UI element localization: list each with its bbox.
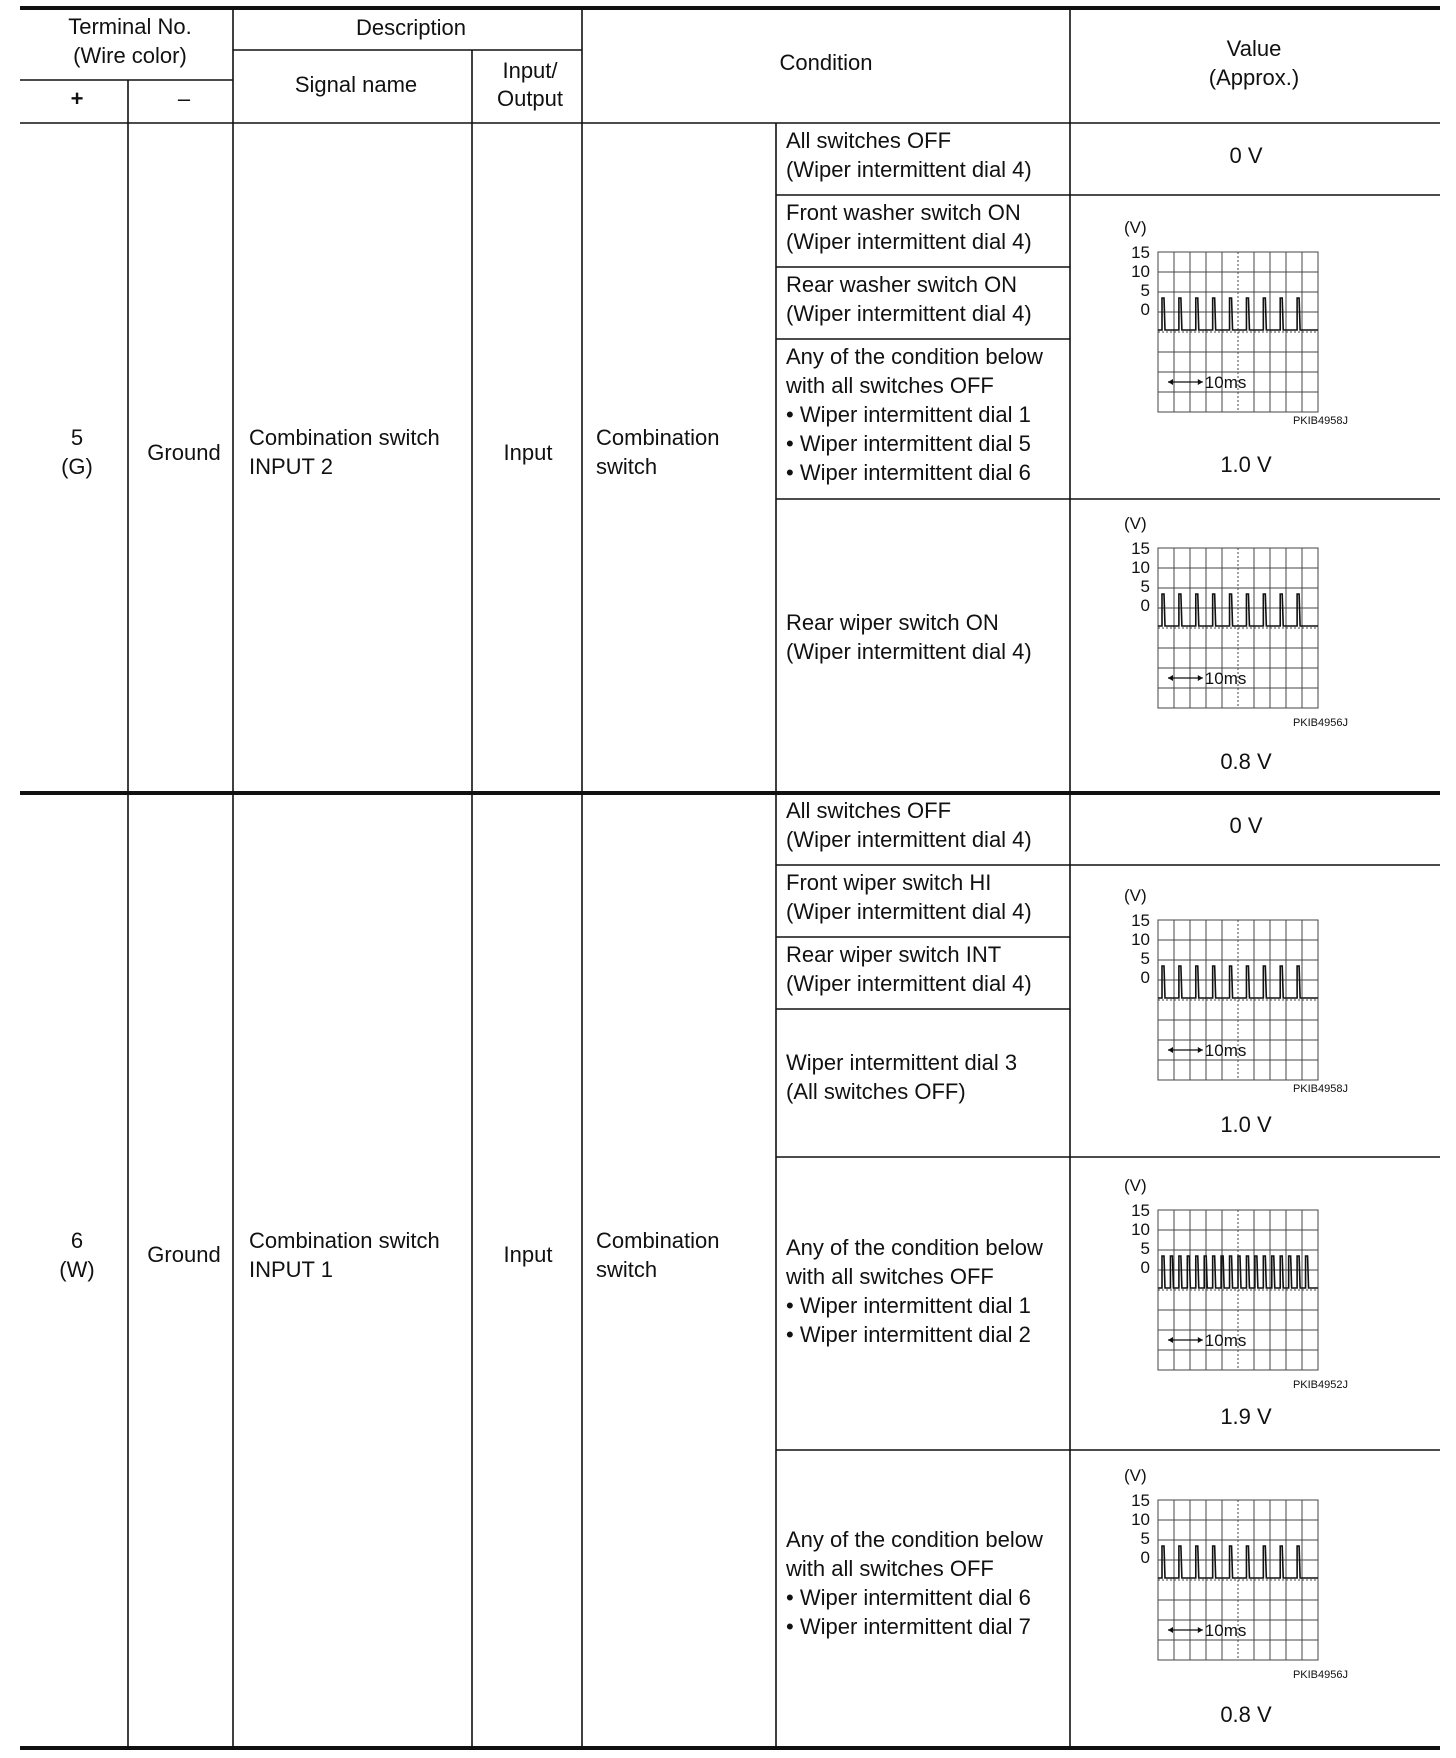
figure-code: PKIB4952J <box>1292 1379 1348 1391</box>
condition-group: Combination <box>596 425 720 450</box>
figure-code: PKIB4958J <box>1292 1083 1348 1095</box>
header-value-approx: (Approx.) <box>1208 65 1300 90</box>
scope-tick-label: 5 <box>1140 577 1150 596</box>
scope-unit-label: (V) <box>1124 1176 1147 1195</box>
scope-time-arrowhead <box>1168 379 1173 385</box>
io-label: Input <box>503 1242 553 1267</box>
scope-time-arrowhead <box>1198 379 1203 385</box>
header-terminal-no: Terminal No. <box>68 14 192 39</box>
figure-code: PKIB4958J <box>1292 415 1348 427</box>
header-input-output-1: Input/ <box>502 58 558 83</box>
scope-unit-label: (V) <box>1124 1466 1147 1485</box>
condition-text: Any of the condition below <box>786 1235 1043 1260</box>
header-value: Value <box>1226 36 1282 61</box>
table-header <box>68 14 1299 111</box>
condition-text: with all switches OFF <box>786 373 994 398</box>
condition-text: • Wiper intermittent dial 7 <box>786 1614 1031 1639</box>
scope-time-label: 10ms <box>1204 1621 1247 1640</box>
wire-color: (W) <box>59 1257 95 1282</box>
scope-tick-label: 5 <box>1140 949 1150 968</box>
value-text: 0 V <box>1229 143 1263 168</box>
condition-text: (Wiper intermittent dial 4) <box>786 157 1032 182</box>
header-minus: – <box>177 86 191 111</box>
header-wire-color: (Wire color) <box>73 43 187 68</box>
ground-label: Ground <box>147 1242 221 1267</box>
scope-time-arrowhead <box>1168 1337 1173 1343</box>
io-label: Input <box>503 440 553 465</box>
value-text: 0.8 V <box>1220 1702 1272 1727</box>
table-row <box>59 798 1348 1727</box>
header-plus: + <box>70 86 84 111</box>
scope-tick-label: 10 <box>1131 558 1150 577</box>
condition-group: Combination <box>596 1228 720 1253</box>
condition-text: All switches OFF <box>786 798 952 823</box>
condition-text: Any of the condition below <box>786 344 1043 369</box>
scope-tick-label: 15 <box>1131 539 1150 558</box>
terminal-number: 5 <box>70 425 84 450</box>
scope-time-label: 10ms <box>1204 1331 1247 1350</box>
condition-text: Rear wiper switch ON <box>786 610 999 635</box>
scope-tick-label: 15 <box>1131 243 1150 262</box>
scope-tick-label: 0 <box>1140 300 1150 319</box>
scope-unit-label: (V) <box>1124 886 1147 905</box>
signal-name: INPUT 2 <box>249 454 333 479</box>
condition-text: Rear wiper switch INT <box>786 942 1002 967</box>
terminal-number: 6 <box>70 1228 84 1253</box>
scope-tick-label: 5 <box>1140 1529 1150 1548</box>
scope-time-arrowhead <box>1198 1047 1203 1053</box>
scope-tick-label: 10 <box>1131 930 1150 949</box>
scope-time-arrowhead <box>1198 1627 1203 1633</box>
scope-tick-label: 15 <box>1131 1201 1150 1220</box>
scope-time-arrowhead <box>1168 675 1173 681</box>
oscilloscope-waveform <box>1124 218 1348 427</box>
value-text: 1.0 V <box>1220 1112 1272 1137</box>
scope-tick-label: 15 <box>1131 1491 1150 1510</box>
scope-time-label: 10ms <box>1204 373 1247 392</box>
condition-group: switch <box>596 1257 658 1282</box>
signal-name: Combination switch <box>249 1228 440 1253</box>
condition-text: (Wiper intermittent dial 4) <box>786 639 1032 664</box>
condition-group: switch <box>596 454 658 479</box>
scope-tick-label: 0 <box>1140 596 1150 615</box>
scope-time-arrowhead <box>1198 675 1203 681</box>
condition-text: • Wiper intermittent dial 1 <box>786 1293 1031 1318</box>
scope-tick-label: 10 <box>1131 1510 1150 1529</box>
scope-trace <box>1158 1256 1318 1288</box>
header-signal-name: Signal name <box>294 72 418 97</box>
condition-text: • Wiper intermittent dial 6 <box>786 460 1031 485</box>
table-row <box>61 128 1348 774</box>
value-text: 1.0 V <box>1220 452 1272 477</box>
oscilloscope-waveform <box>1124 514 1348 729</box>
condition-text: Front wiper switch HI <box>786 870 992 895</box>
condition-text: (Wiper intermittent dial 4) <box>786 229 1032 254</box>
scope-tick-label: 0 <box>1140 968 1150 987</box>
scope-time-arrowhead <box>1198 1337 1203 1343</box>
value-text: 0.8 V <box>1220 749 1272 774</box>
scope-time-label: 10ms <box>1204 669 1247 688</box>
value-text: 1.9 V <box>1220 1404 1272 1429</box>
figure-code: PKIB4956J <box>1292 717 1348 729</box>
oscilloscope-waveform <box>1124 1176 1348 1391</box>
condition-text: (Wiper intermittent dial 4) <box>786 301 1032 326</box>
scope-tick-label: 10 <box>1131 262 1150 281</box>
oscilloscope-waveform <box>1124 1466 1348 1681</box>
scope-tick-label: 10 <box>1131 1220 1150 1239</box>
scope-time-label: 10ms <box>1204 1041 1247 1060</box>
oscilloscope-waveform <box>1124 886 1348 1095</box>
condition-text: Any of the condition below <box>786 1527 1043 1552</box>
signal-name: INPUT 1 <box>249 1257 333 1282</box>
condition-text: Wiper intermittent dial 3 <box>786 1050 1018 1075</box>
scope-tick-label: 5 <box>1140 281 1150 300</box>
header-condition: Condition <box>779 50 873 75</box>
condition-text: Front washer switch ON <box>786 200 1021 225</box>
value-text: 0 V <box>1229 813 1263 838</box>
scope-unit-label: (V) <box>1124 218 1147 237</box>
condition-text: Rear washer switch ON <box>786 272 1018 297</box>
scope-tick-label: 15 <box>1131 911 1150 930</box>
condition-text: (Wiper intermittent dial 4) <box>786 899 1032 924</box>
wire-color: (G) <box>61 454 93 479</box>
scope-tick-label: 0 <box>1140 1258 1150 1277</box>
condition-text: • Wiper intermittent dial 1 <box>786 402 1031 427</box>
condition-text: (Wiper intermittent dial 4) <box>786 827 1032 852</box>
scope-tick-label: 5 <box>1140 1239 1150 1258</box>
condition-text: (Wiper intermittent dial 4) <box>786 971 1032 996</box>
condition-text: with all switches OFF <box>786 1264 994 1289</box>
header-input-output-2: Output <box>496 86 564 111</box>
condition-text: (All switches OFF) <box>786 1079 966 1104</box>
condition-text: • Wiper intermittent dial 5 <box>786 431 1031 456</box>
scope-time-arrowhead <box>1168 1627 1173 1633</box>
scope-tick-label: 0 <box>1140 1548 1150 1567</box>
signal-name: Combination switch <box>249 425 440 450</box>
figure-code: PKIB4956J <box>1292 1669 1348 1681</box>
condition-text: • Wiper intermittent dial 2 <box>786 1322 1031 1347</box>
header-description: Description <box>355 15 467 40</box>
table-rules <box>20 8 1440 1748</box>
condition-text: with all switches OFF <box>786 1556 994 1581</box>
scope-time-arrowhead <box>1168 1047 1173 1053</box>
ground-label: Ground <box>147 440 221 465</box>
condition-text: All switches OFF <box>786 128 952 153</box>
condition-text: • Wiper intermittent dial 6 <box>786 1585 1031 1610</box>
scope-unit-label: (V) <box>1124 514 1147 533</box>
